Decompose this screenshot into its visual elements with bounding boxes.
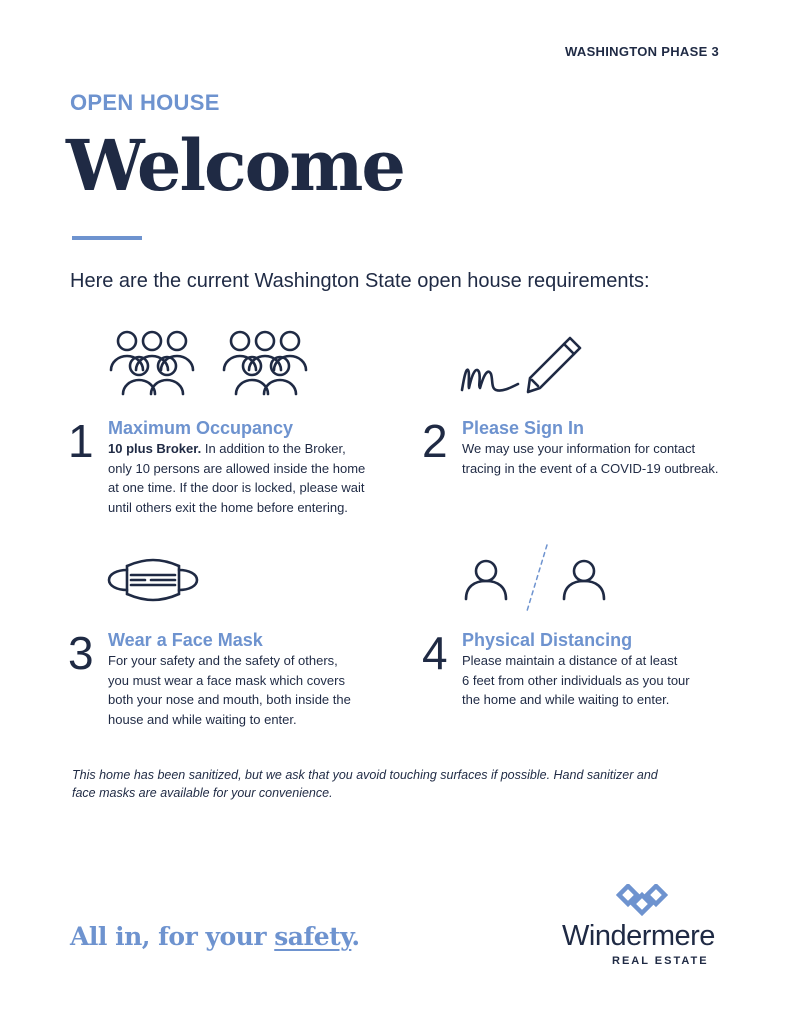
phase-label: WASHINGTON PHASE 3 — [565, 44, 719, 59]
signature-pen-icon — [458, 330, 588, 396]
note-line: face masks are available for your convenience. — [72, 786, 333, 800]
tagline-start: All in, for your — [70, 922, 275, 951]
sanitization-note — [72, 766, 722, 802]
group-people-icon — [105, 328, 330, 398]
tagline-underlined: safety — [274, 922, 352, 951]
brand-subtitle: REAL ESTATE — [612, 955, 709, 967]
brand-name: Windermere — [562, 920, 715, 952]
requirement-title: Please Sign In — [462, 418, 585, 438]
page-title: Welcome — [66, 124, 404, 207]
requirement-title: Wear a Face Mask — [108, 630, 263, 650]
requirement-line: For your safety and the safety of others, — [108, 653, 338, 668]
requirement-line: In addition to the Broker, — [201, 441, 346, 456]
note-line: This home has been sanitized, but we ask that you avoid touching surfaces if possible. Hand sanitizer and — [72, 768, 658, 782]
requirement-line: at one time. If the door is locked, please wait — [108, 480, 365, 495]
requirement-line: only 10 persons are allowed inside the home — [108, 460, 366, 476]
eyebrow-label: OPEN HOUSE — [70, 90, 220, 115]
requirement-line: the home and while waiting to enter. — [462, 692, 670, 707]
tagline-end: . — [351, 922, 360, 951]
requirement-body — [462, 439, 762, 478]
requirement-body — [108, 439, 398, 517]
requirement-number: 1 — [68, 415, 94, 467]
intro-text: Here are the current Washington State open house requirements: — [70, 270, 650, 292]
requirement-title: Physical Distancing — [462, 630, 633, 650]
requirement-line: both your nose and mouth, both inside the — [108, 692, 351, 707]
requirement-line: 6 feet from other individuals as you tour — [462, 672, 690, 688]
requirement-line: We may use your information for contact — [462, 441, 696, 456]
requirement-number: 2 — [422, 415, 448, 467]
requirement-number: 4 — [422, 627, 448, 679]
requirement-line: tracing in the event of a COVID-19 outbreak. — [462, 460, 719, 476]
requirement-lead: 10 plus Broker. — [108, 441, 202, 456]
requirement-body — [108, 651, 398, 729]
title-divider — [72, 236, 142, 240]
tagline — [70, 922, 360, 951]
requirement-body — [462, 651, 762, 710]
requirement-line: Please maintain a distance of at least — [462, 653, 678, 668]
requirement-line: until others exit the home before entering. — [108, 499, 348, 515]
distancing-icon — [460, 543, 610, 613]
requirement-number: 3 — [68, 627, 94, 679]
windermere-logo-icon — [616, 884, 668, 918]
face-mask-icon — [105, 556, 201, 604]
requirement-title: Maximum Occupancy — [108, 418, 294, 438]
requirement-line: you must wear a face mask which covers — [108, 672, 345, 688]
requirement-line: house and while waiting to enter. — [108, 711, 297, 727]
